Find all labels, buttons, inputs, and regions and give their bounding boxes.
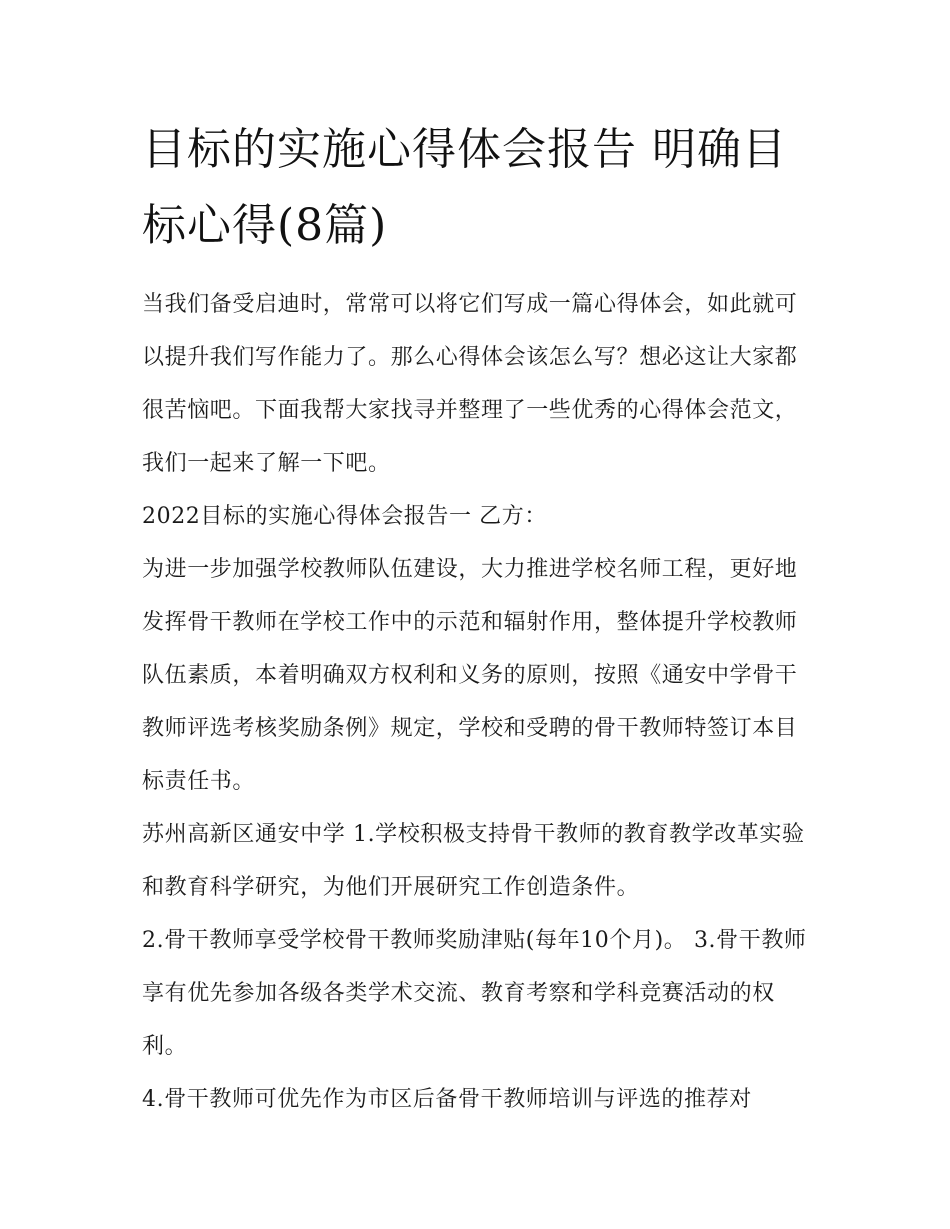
body-paragraph: 4.骨干教师可优先作为市区后备骨干教师培训与评选的推荐对	[142, 1087, 752, 1112]
document-body	[142, 112, 814, 1126]
intro-paragraph: 当我们备受启迪时，常常可以将它们写成一篇心得体会，如此就可以提升我们写作能力了。那么心得体会该怎么写？想必这让大家都很苦恼吧。下面我帮大家找寻并整理了一些优秀的心得体会范文，我们一起来了解一下吧。	[142, 292, 798, 476]
body-paragraph: 2.骨干教师享受学校骨干教师奖励津贴(每年10个月)。 3.骨干教师享有优先参加各级各类学术交流、教育考察和学科竞赛活动的权利。	[142, 928, 807, 1059]
body-paragraph: 苏州高新区通安中学 1.学校积极支持骨干教师的教育教学改革实验和教育科学研究，为他们开展研究工作创造条件。	[142, 822, 805, 900]
section-heading: 2022目标的实施心得体会报告一 乙方：	[142, 504, 547, 529]
document-title: 目标的实施心得体会报告 明确目标心得(8篇)	[142, 124, 787, 251]
body-paragraph: 为进一步加强学校教师队伍建设，大力推进学校名师工程，更好地发挥骨干教师在学校工作中的示范和辐射作用，整体提升学校教师队伍素质，本着明确双方权利和义务的原则，按照《通安中学骨干教师评选考核奖励条例》规定，学校和受聘的骨干教师特签订本目标责任书。	[142, 557, 798, 794]
